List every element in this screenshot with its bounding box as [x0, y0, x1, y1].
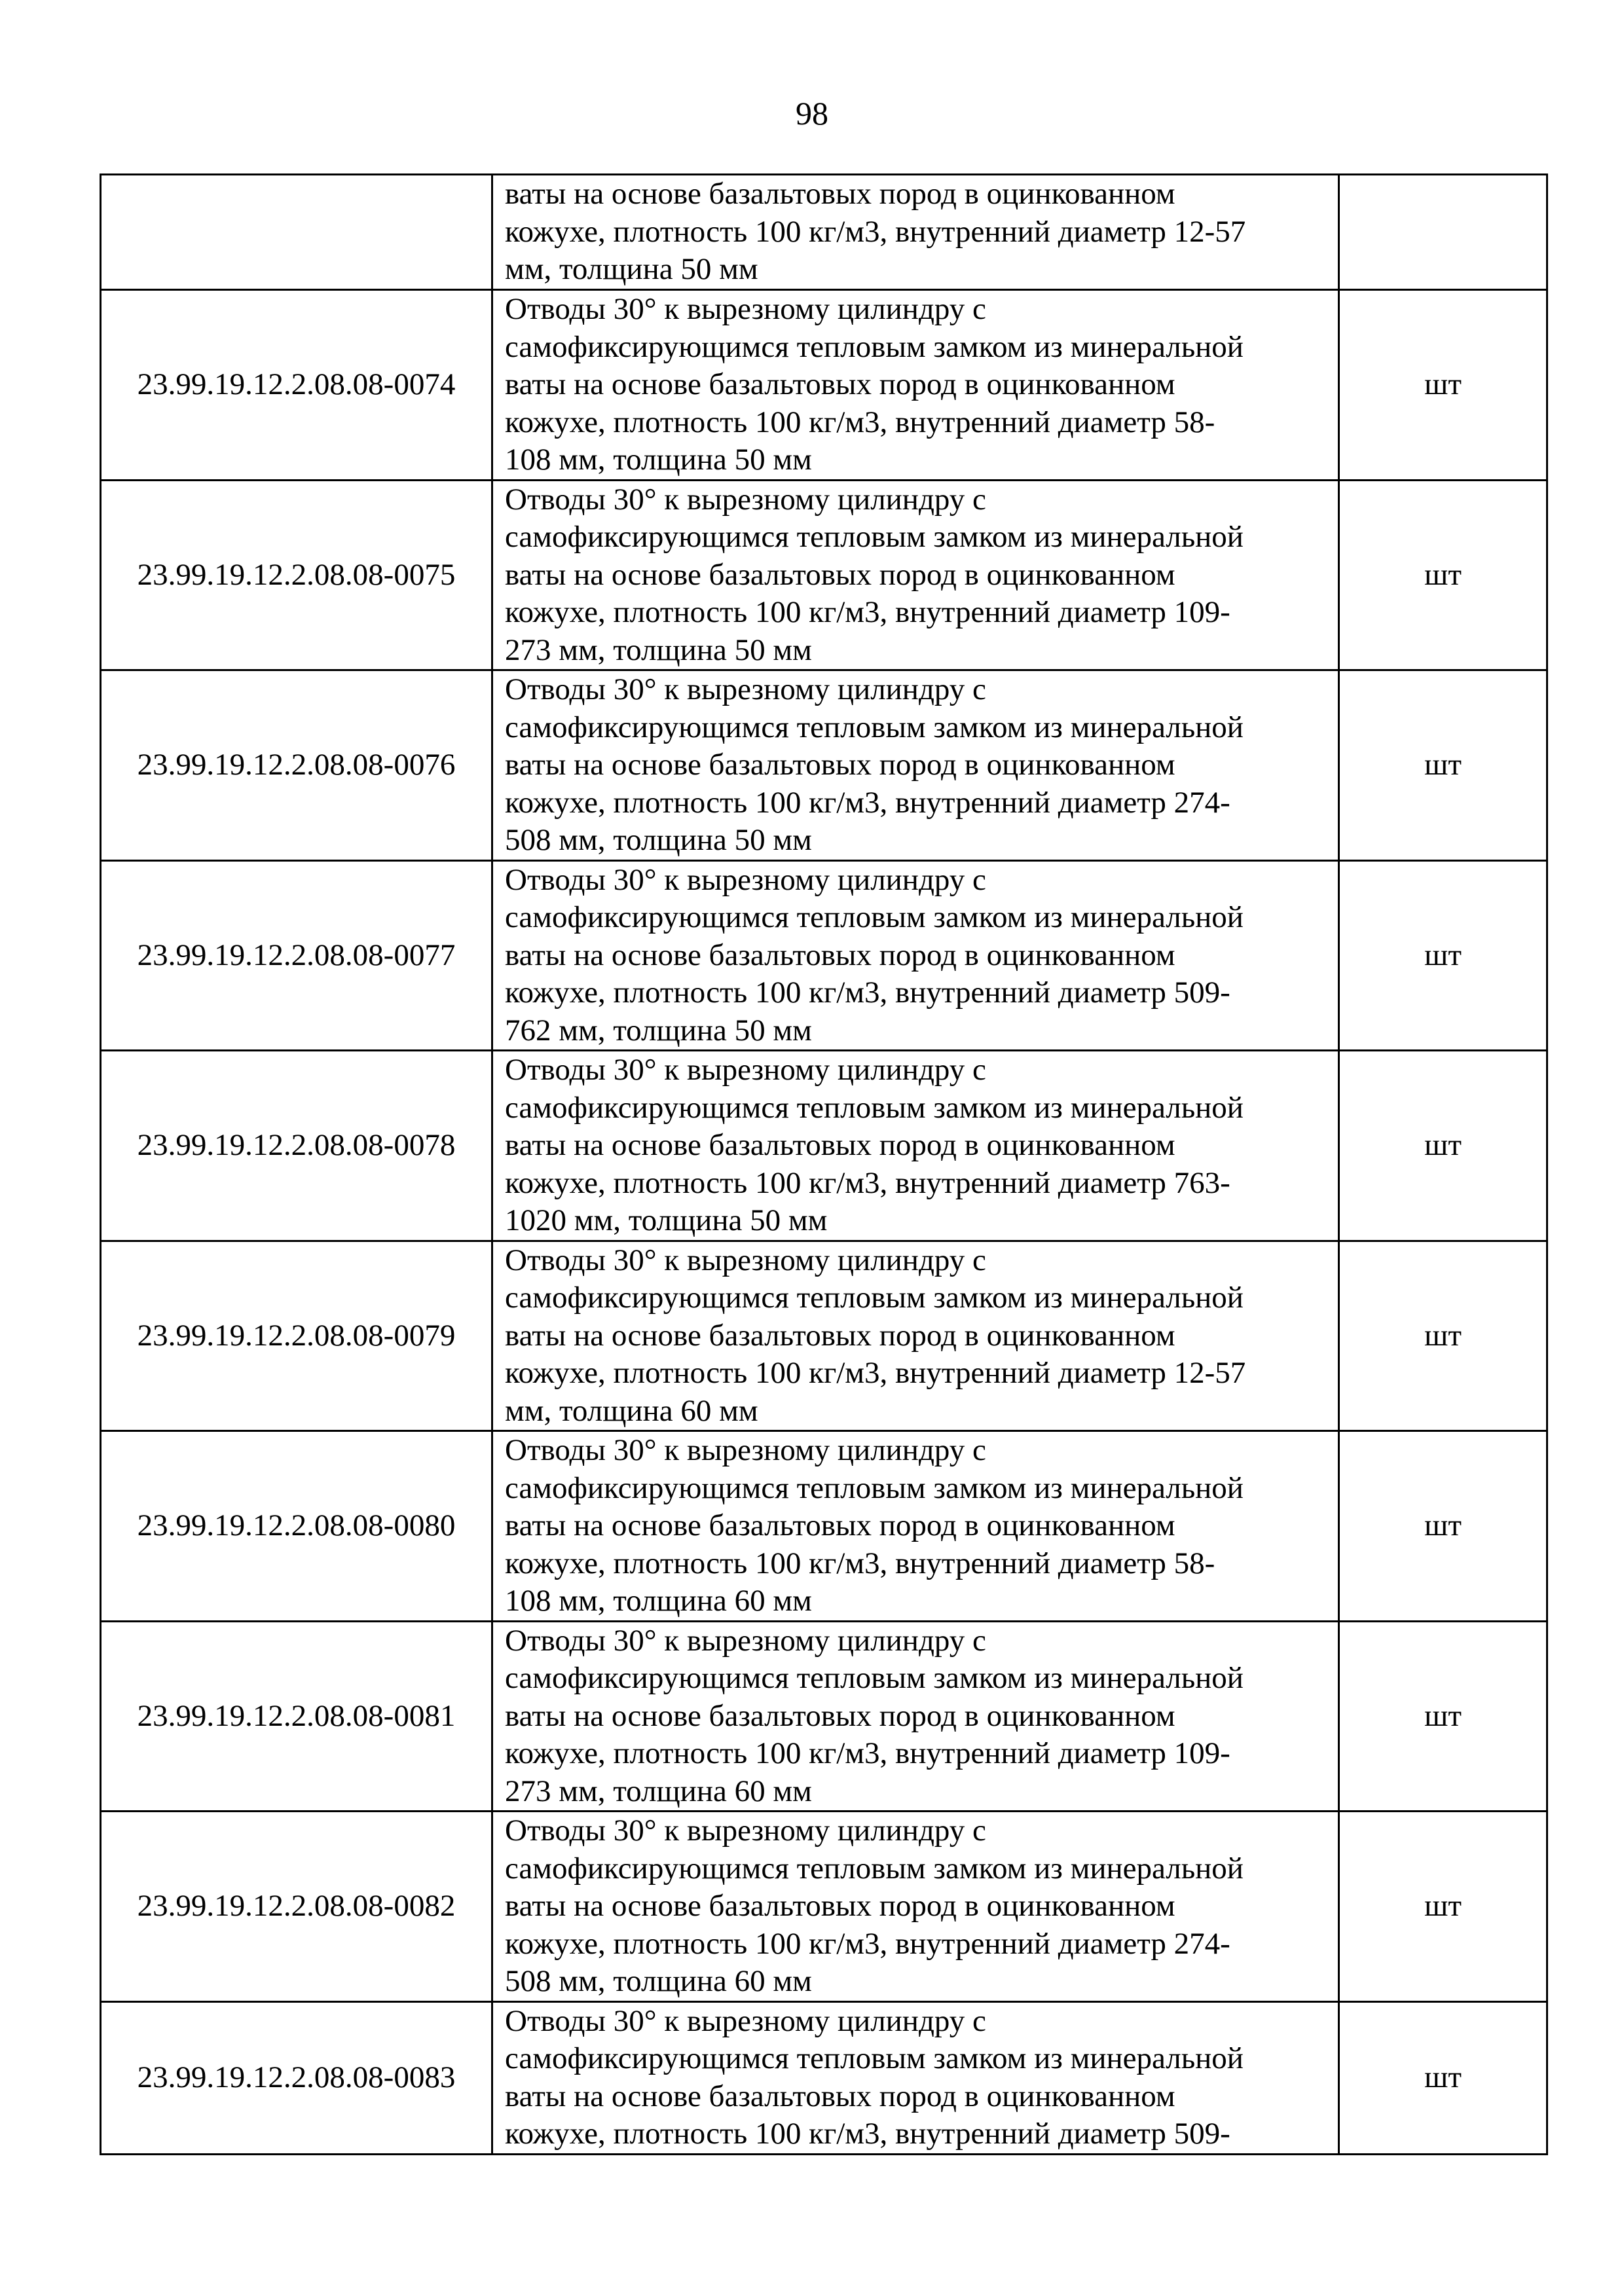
description-cell	[492, 1241, 1339, 1431]
description-line: мм, толщина 50 мм	[505, 252, 758, 286]
description-line: ваты на основе базальтовых пород в оцинкованном	[505, 1508, 1175, 1542]
description-cell	[492, 175, 1339, 290]
description-line: самофиксирующимся тепловым замком из минеральной	[505, 1661, 1244, 1695]
page-number: 98	[796, 95, 828, 132]
code-cell: 23.99.19.12.2.08.08-0080	[101, 1431, 492, 1622]
table-row	[101, 2001, 1547, 2154]
description-line: 762 мм, толщина 50 мм	[505, 1013, 812, 1048]
description-line: 108 мм, толщина 50 мм	[505, 443, 812, 477]
description-line: ваты на основе базальтовых пород в оцинкованном	[505, 367, 1175, 401]
code-cell: 23.99.19.12.2.08.08-0076	[101, 670, 492, 861]
resource-table	[100, 173, 1548, 2155]
unit-cell: шт	[1339, 290, 1547, 481]
description-line: самофиксирующимся тепловым замком из минеральной	[505, 1090, 1244, 1125]
table-row	[101, 1431, 1547, 1622]
description-line: мм, толщина 60 мм	[505, 1393, 758, 1428]
description-line: кожухе, плотность 100 кг/м3, внутренний диаметр 12-57	[505, 1356, 1246, 1390]
description-line: кожухе, плотность 100 кг/м3, внутренний диаметр 109-	[505, 1736, 1230, 1770]
unit-cell: шт	[1339, 1812, 1547, 2002]
description-line: ваты на основе базальтовых пород в оцинкованном	[505, 938, 1175, 972]
description-line: ваты на основе базальтовых пород в оцинкованном	[505, 1698, 1175, 1733]
description-line: ваты на основе базальтовых пород в оцинкованном	[505, 2079, 1175, 2113]
description-line: ваты на основе базальтовых пород в оцинкованном	[505, 1318, 1175, 1353]
unit-cell: шт	[1339, 670, 1547, 861]
description-cell	[492, 480, 1339, 670]
code-cell: 23.99.19.12.2.08.08-0079	[101, 1241, 492, 1431]
description-line: самофиксирующимся тепловым замком из минеральной	[505, 1470, 1244, 1505]
description-line: 508 мм, толщина 60 мм	[505, 1964, 812, 1998]
description-line: Отводы 30° к вырезному цилиндру с	[505, 1243, 986, 1277]
description-cell	[492, 1812, 1339, 2002]
description-line: самофиксирующимся тепловым замком из минеральной	[505, 1851, 1244, 1886]
table-row	[101, 290, 1547, 481]
unit-cell: шт	[1339, 1431, 1547, 1622]
description-cell	[492, 1051, 1339, 1241]
description-line: Отводы 30° к вырезному цилиндру с	[505, 1433, 986, 1467]
unit-cell: шт	[1339, 1051, 1547, 1241]
table-row	[101, 1812, 1547, 2002]
description-line: ваты на основе базальтовых пород в оцинкованном	[505, 1128, 1175, 1162]
description-line: кожухе, плотность 100 кг/м3, внутренний диаметр 12-57	[505, 214, 1246, 249]
description-line: кожухе, плотность 100 кг/м3, внутренний диаметр 58-	[505, 1546, 1215, 1580]
table-row	[101, 1051, 1547, 1241]
description-line: кожухе, плотность 100 кг/м3, внутренний диаметр 274-	[505, 785, 1230, 820]
table-row	[101, 480, 1547, 670]
description-line: Отводы 30° к вырезному цилиндру с	[505, 1053, 986, 1087]
description-line: Отводы 30° к вырезному цилиндру с	[505, 2003, 986, 2038]
description-cell	[492, 670, 1339, 861]
description-line: кожухе, плотность 100 кг/м3, внутренний диаметр 58-	[505, 405, 1215, 439]
description-line: Отводы 30° к вырезному цилиндру с	[505, 482, 986, 517]
description-cell	[492, 2001, 1339, 2154]
description-line: самофиксирующимся тепловым замком из минеральной	[505, 1281, 1244, 1315]
description-line: 273 мм, толщина 60 мм	[505, 1774, 812, 1808]
code-cell: 23.99.19.12.2.08.08-0074	[101, 290, 492, 481]
description-line: 273 мм, толщина 50 мм	[505, 632, 812, 667]
table-row	[101, 175, 1547, 290]
description-cell	[492, 1431, 1339, 1622]
description-line: кожухе, плотность 100 кг/м3, внутренний диаметр 274-	[505, 1926, 1230, 1961]
description-line: кожухе, плотность 100 кг/м3, внутренний диаметр 109-	[505, 595, 1230, 629]
code-cell: 23.99.19.12.2.08.08-0078	[101, 1051, 492, 1241]
description-line: 108 мм, толщина 60 мм	[505, 1584, 812, 1618]
description-line: кожухе, плотность 100 кг/м3, внутренний диаметр 763-	[505, 1165, 1230, 1200]
description-line: кожухе, плотность 100 кг/м3, внутренний диаметр 509-	[505, 975, 1230, 1010]
description-line: Отводы 30° к вырезному цилиндру с	[505, 672, 986, 706]
unit-cell: шт	[1339, 1241, 1547, 1431]
description-line: самофиксирующимся тепловым замком из минеральной	[505, 710, 1244, 744]
description-line: Отводы 30° к вырезному цилиндру с	[505, 862, 986, 897]
description-line: самофиксирующимся тепловым замком из минеральной	[505, 2041, 1244, 2075]
unit-cell: шт	[1339, 2001, 1547, 2154]
description-line: ваты на основе базальтовых пород в оцинкованном	[505, 748, 1175, 782]
description-line: кожухе, плотность 100 кг/м3, внутренний диаметр 509-	[505, 2117, 1230, 2151]
unit-cell	[1339, 175, 1547, 290]
code-cell: 23.99.19.12.2.08.08-0082	[101, 1812, 492, 2002]
table-row	[101, 1241, 1547, 1431]
description-cell	[492, 290, 1339, 481]
unit-cell: шт	[1339, 480, 1547, 670]
description-line: ваты на основе базальтовых пород в оцинкованном	[505, 557, 1175, 592]
code-cell: 23.99.19.12.2.08.08-0081	[101, 1621, 492, 1812]
description-cell	[492, 860, 1339, 1051]
code-cell: 23.99.19.12.2.08.08-0083	[101, 2001, 492, 2154]
description-line: самофиксирующимся тепловым замком из минеральной	[505, 520, 1244, 554]
table-row	[101, 1621, 1547, 1812]
description-line: 508 мм, толщина 50 мм	[505, 823, 812, 857]
table-row	[101, 860, 1547, 1051]
description-line: Отводы 30° к вырезному цилиндру с	[505, 1813, 986, 1848]
unit-cell: шт	[1339, 1621, 1547, 1812]
description-line: самофиксирующимся тепловым замком из минеральной	[505, 900, 1244, 934]
description-cell	[492, 1621, 1339, 1812]
code-cell: 23.99.19.12.2.08.08-0077	[101, 860, 492, 1051]
description-line: 1020 мм, толщина 50 мм	[505, 1203, 828, 1237]
description-line: ваты на основе базальтовых пород в оцинкованном	[505, 1889, 1175, 1923]
code-cell	[101, 175, 492, 290]
table-body	[101, 175, 1547, 2155]
description-line: Отводы 30° к вырезному цилиндру с	[505, 1623, 986, 1658]
table-row	[101, 670, 1547, 861]
description-line: ваты на основе базальтовых пород в оцинкованном	[505, 177, 1175, 211]
code-cell: 23.99.19.12.2.08.08-0075	[101, 480, 492, 670]
unit-cell: шт	[1339, 860, 1547, 1051]
description-line: Отводы 30° к вырезному цилиндру с	[505, 292, 986, 326]
description-line: самофиксирующимся тепловым замком из минеральной	[505, 329, 1244, 364]
